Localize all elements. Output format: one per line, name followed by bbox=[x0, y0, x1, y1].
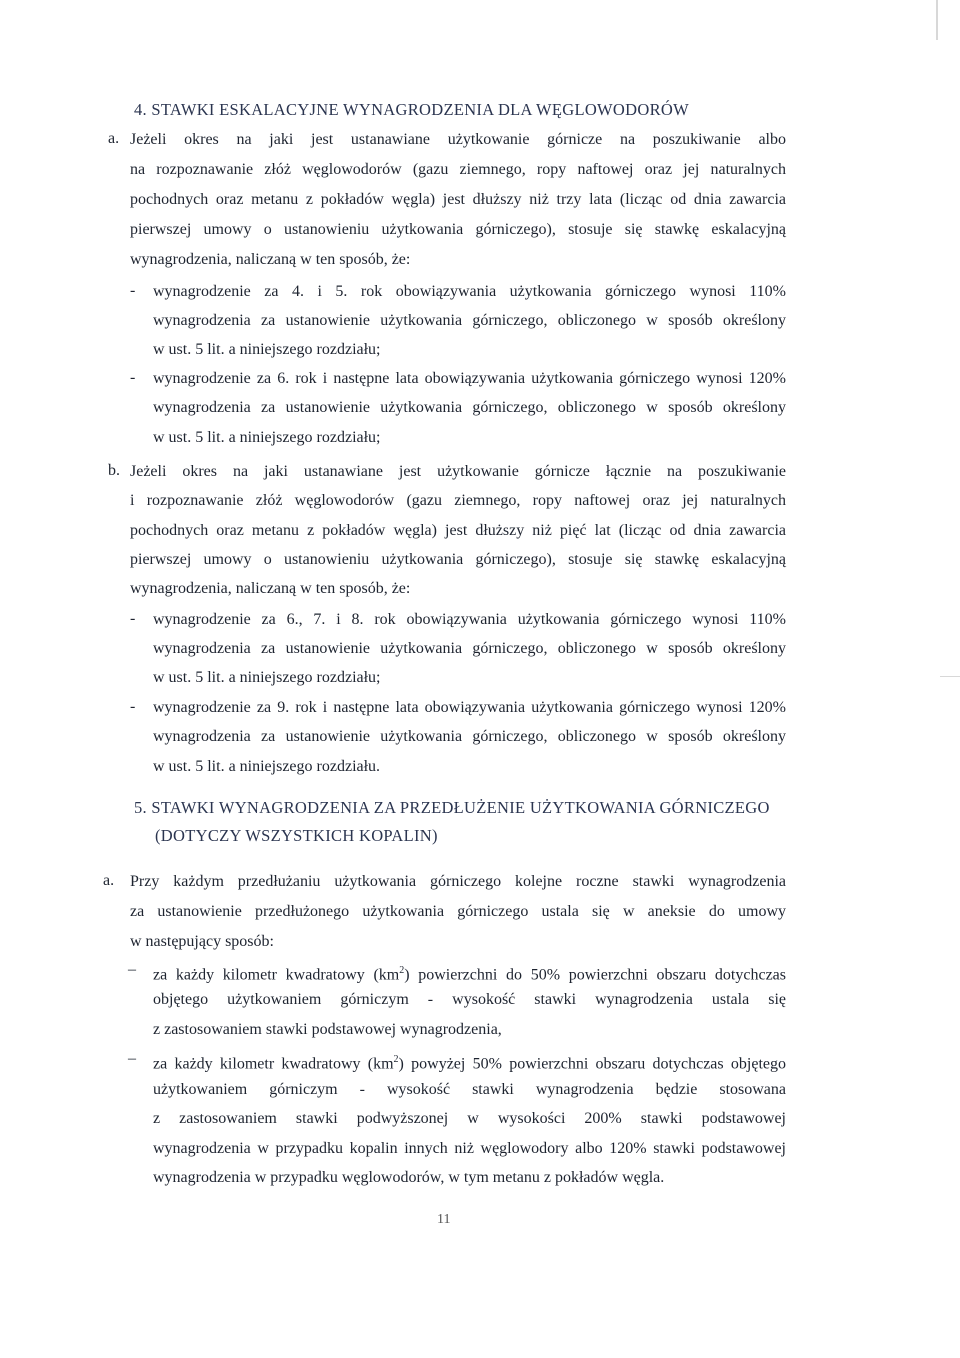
paragraph-line: i rozpoznawanie złóż węglowodorów (gazu ziemnego, ropy naftowej oraz jej naturalnych bbox=[130, 492, 786, 509]
paragraph-line: pierwszej umowy o ustanowieniu użytkowania górniczego), stosuje się stawkę eskalacyjną bbox=[130, 551, 786, 568]
list-item-line: w ust. 5 lit. a niniejszego rozdziału; bbox=[153, 669, 381, 686]
list-item-text: za każdy kilometr kwadratowy (km bbox=[153, 1055, 394, 1073]
list-dash: - bbox=[130, 282, 136, 299]
paragraph-line: za ustanowienie przedłużonego użytkowania górniczego ustala się w aneksie do umowy bbox=[130, 903, 786, 920]
section-4-heading: 4. STAWKI ESKALACYJNE WYNAGRODZENIA DLA WĘGLOWODORÓW bbox=[134, 100, 689, 119]
list-item-line: wynagrodzenia za ustanowienie użytkowania górniczego, obliczonego w sposób określony bbox=[153, 399, 786, 416]
section-4b-label: b. bbox=[108, 462, 120, 479]
paragraph-line: Przy każdym przedłużaniu użytkowania górniczego kolejne roczne stawki wynagrodzenia bbox=[130, 873, 786, 890]
list-item-line: wynagrodzenia za ustanowienie użytkowania górniczego, obliczonego w sposób określony bbox=[153, 728, 786, 745]
list-item-line: z zastosowaniem stawki podstawowej wynagrodzenia, bbox=[153, 1021, 502, 1038]
paragraph-line: wynagrodzenia, naliczaną w ten sposób, że: bbox=[130, 251, 411, 268]
paragraph-line: wynagrodzenia, naliczaną w ten sposób, że: bbox=[130, 580, 411, 597]
list-item-text: za każdy kilometr kwadratowy (km bbox=[153, 966, 400, 984]
list-item-line bbox=[153, 1050, 786, 1074]
list-item-line: użytkowaniem górniczym - wysokość stawki wynagrodzenia będzie stosowana bbox=[153, 1081, 786, 1098]
section-5-heading-cont: (DOTYCZY WSZYSTKICH KOPALIN) bbox=[155, 826, 438, 845]
list-item-line: wynagrodzenie za 6. rok i następne lata obowiązywania użytkowania górniczego wynosi 120% bbox=[153, 370, 786, 387]
list-item-line: w ust. 5 lit. a niniejszego rozdziału; bbox=[153, 341, 381, 358]
list-item-line: wynagrodzenia za ustanowienie użytkowania górniczego, obliczonego w sposób określony bbox=[153, 312, 786, 329]
page-number: 11 bbox=[437, 1212, 451, 1227]
list-item-line: wynagrodzenia za ustanowienie użytkowania górniczego, obliczonego w sposób określony bbox=[153, 640, 786, 657]
superscript: 2 bbox=[399, 965, 405, 976]
list-item-line: z zastosowaniem stawki podwyższonej w wysokości 200% stawki podstawowej bbox=[153, 1110, 786, 1127]
list-item-text: ) powyżej 50% powierzchni obszaru dotychczas objętego bbox=[398, 1055, 786, 1073]
paragraph-line: pochodnych oraz metanu z pokładów węgla) jest dłuższy niż pięć lat (licząc od dnia zawarcia bbox=[130, 522, 786, 539]
scan-edge-mark bbox=[936, 0, 938, 40]
list-dash: – bbox=[128, 1050, 136, 1067]
section-5-heading: 5. STAWKI WYNAGRODZENIA ZA PRZEDŁUŻENIE UŻYTKOWANIA GÓRNICZEGO bbox=[134, 798, 770, 817]
list-dash: - bbox=[130, 369, 136, 386]
list-item-line: w ust. 5 lit. a niniejszego rozdziału. bbox=[153, 758, 381, 775]
list-item-line: wynagrodzenie za 6., 7. i 8. rok obowiązywania użytkowania górniczego wynosi 110% bbox=[153, 611, 786, 628]
section-4a-label: a. bbox=[108, 130, 120, 147]
list-item-line: wynagrodzenie za 4. i 5. rok obowiązywania użytkowania górniczego wynosi 110% bbox=[153, 283, 786, 300]
list-item-line: objętego użytkowaniem górniczym - wysokość stawki wynagrodzenia ustala się bbox=[153, 991, 786, 1008]
list-dash: - bbox=[130, 610, 136, 627]
scan-edge-mark bbox=[940, 676, 960, 677]
list-item-line bbox=[153, 961, 786, 985]
paragraph-line: pierwszej umowy o ustanowieniu użytkowania górniczego), stosuje się stawkę eskalacyjną bbox=[130, 221, 786, 238]
list-dash: – bbox=[128, 961, 136, 978]
paragraph-line: pochodnych oraz metanu z pokładów węgla) jest dłuższy niż trzy lata (licząc od dnia zawarcia bbox=[130, 191, 786, 208]
list-dash: - bbox=[130, 698, 136, 715]
paragraph-line: Jeżeli okres na jaki jest ustanawiane użytkowanie górnicze na poszukiwanie albo bbox=[130, 131, 786, 148]
list-item-line: wynagrodzenia w przypadku kopalin innych niż węglowodory albo 120% stawki podstawowej bbox=[153, 1140, 786, 1157]
list-item-line: w ust. 5 lit. a niniejszego rozdziału; bbox=[153, 429, 381, 446]
paragraph-line: na rozpoznawanie złóż węglowodorów (gazu ziemnego, ropy naftowej oraz jej naturalnych bbox=[130, 161, 786, 178]
paragraph-line: w następujący sposób: bbox=[130, 933, 274, 950]
list-item-line: wynagrodzenia w przypadku węglowodorów, w tym metanu z pokładów węgla. bbox=[153, 1169, 665, 1186]
list-item-line: wynagrodzenie za 9. rok i następne lata obowiązywania użytkowania górniczego wynosi 120% bbox=[153, 699, 786, 716]
list-item-text: ) powierzchni do 50% powierzchni obszaru dotychczas bbox=[404, 966, 786, 984]
paragraph-line: Jeżeli okres na jaki ustanawiane jest użytkowanie górnicze łącznie na poszukiwanie bbox=[130, 463, 786, 480]
section-5a-label: a. bbox=[103, 872, 115, 889]
superscript: 2 bbox=[393, 1054, 399, 1065]
